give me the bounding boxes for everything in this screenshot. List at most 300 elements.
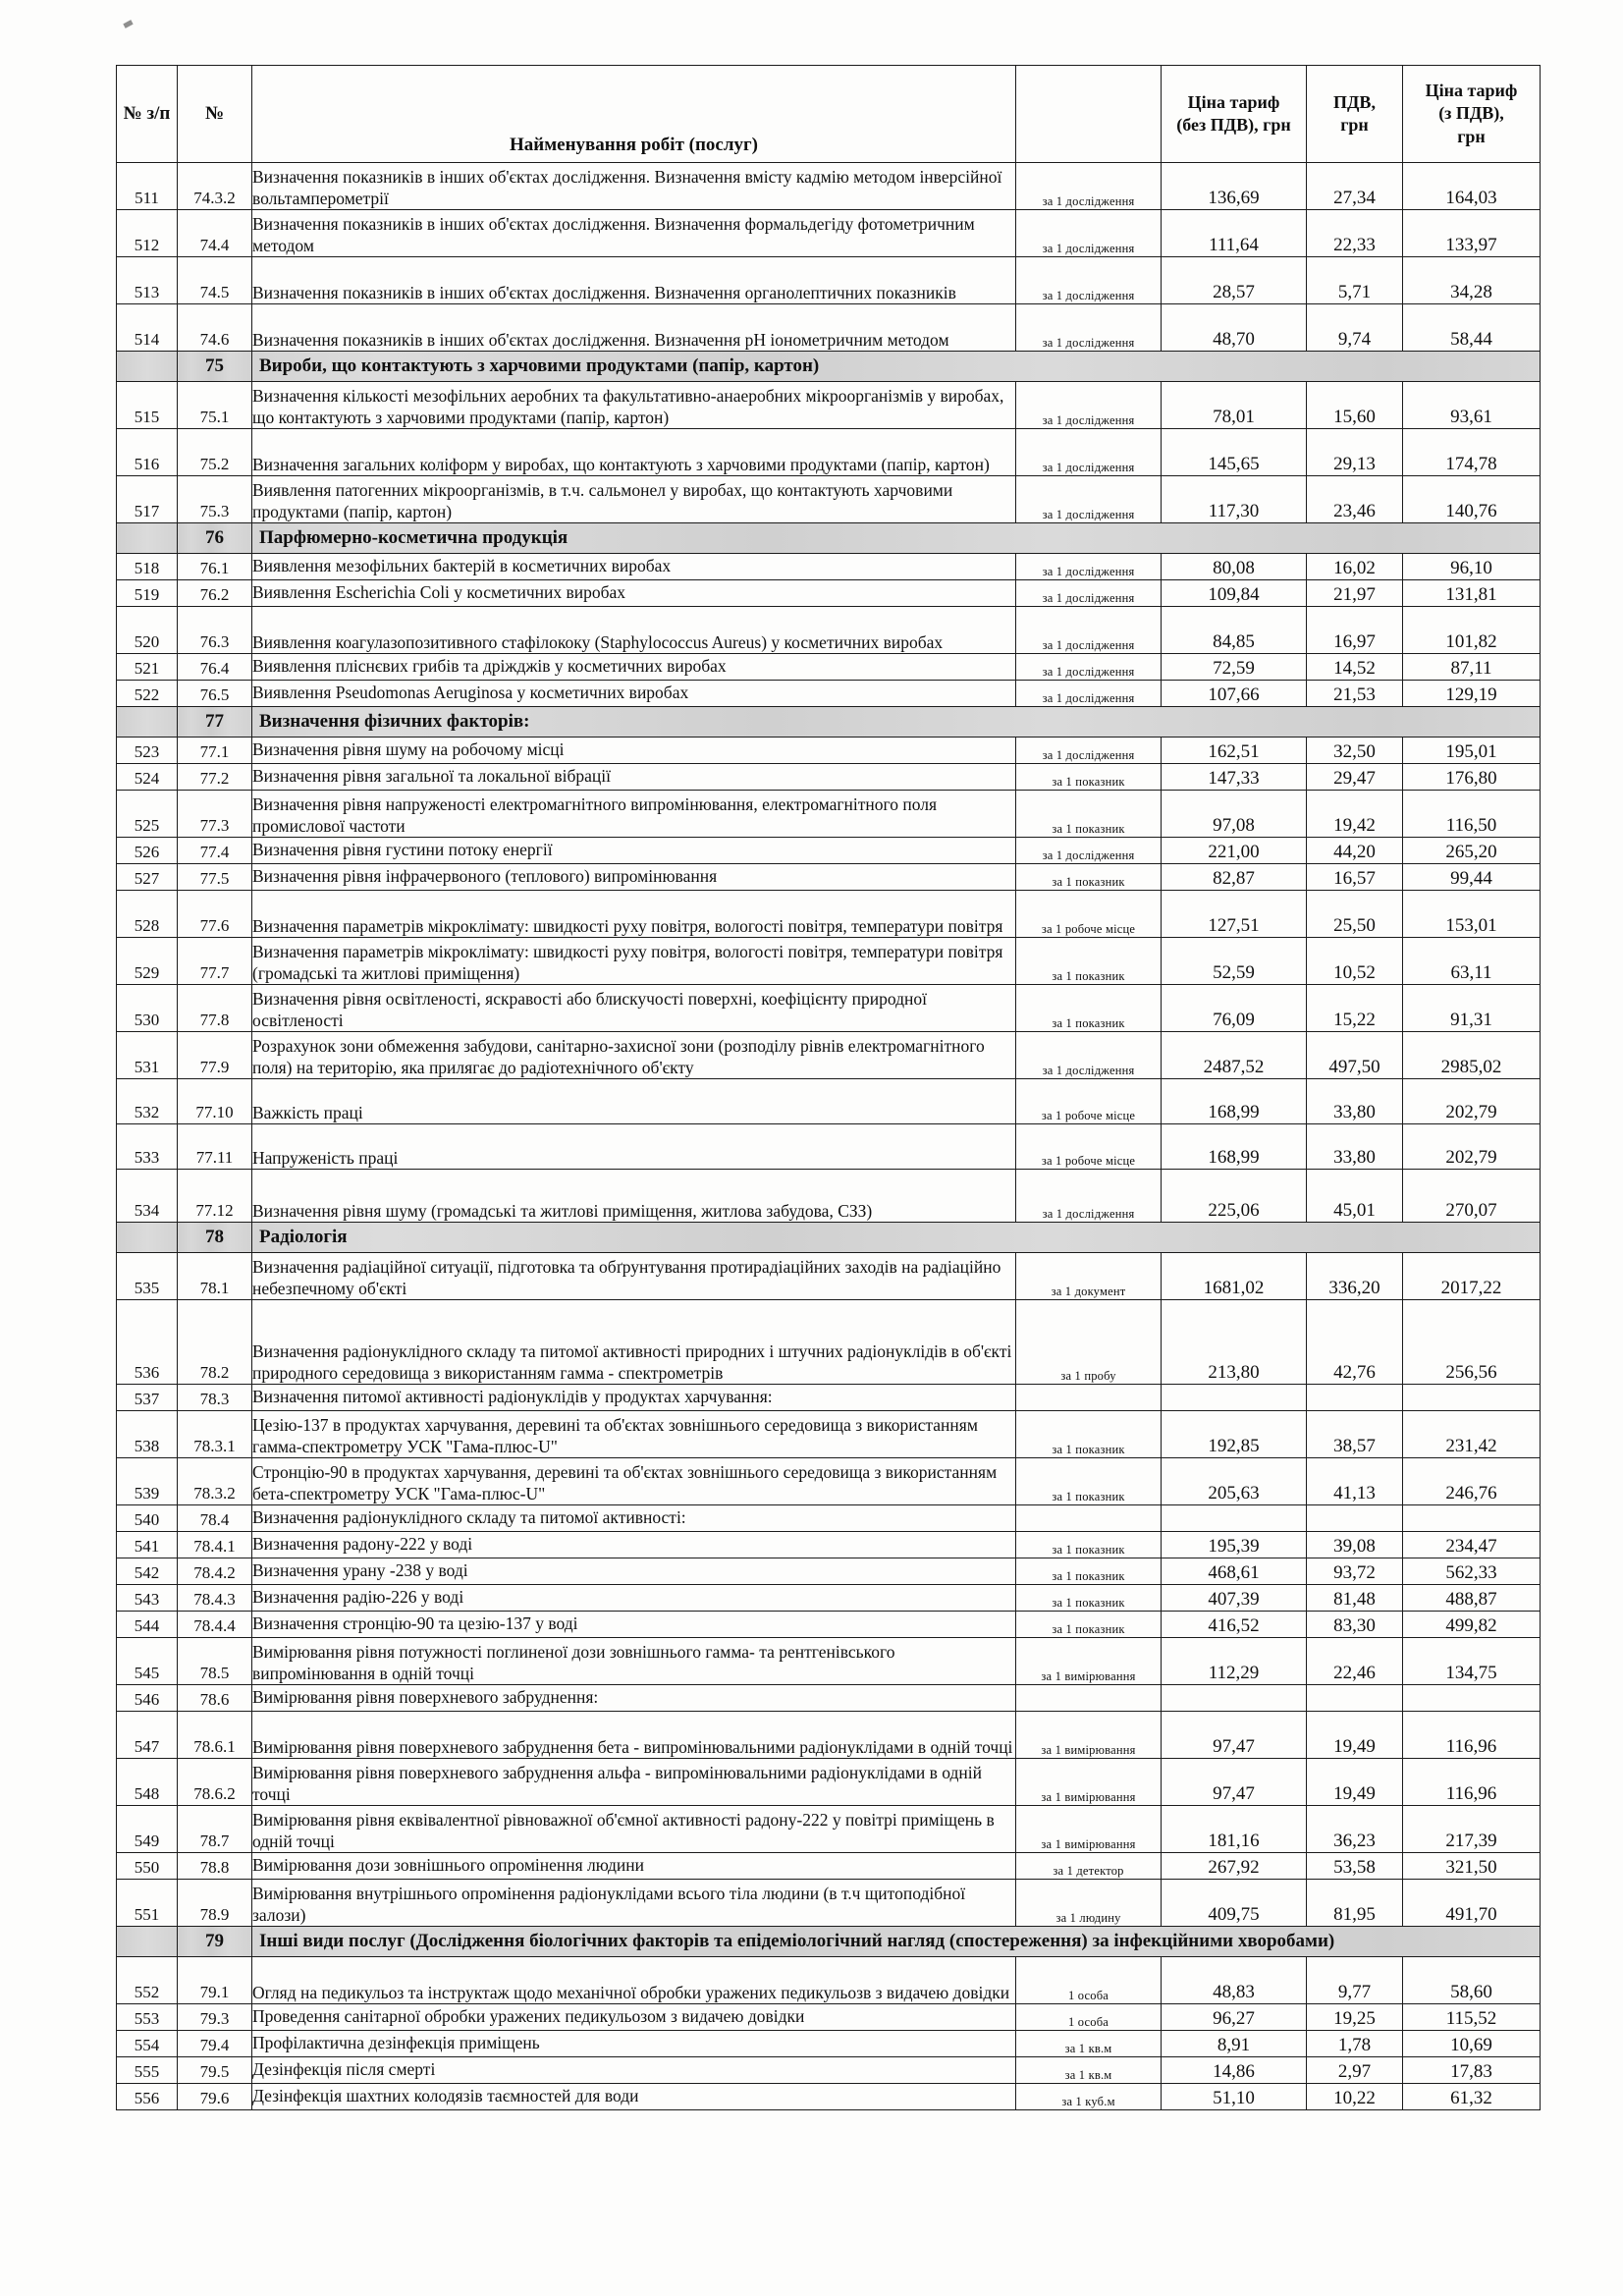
row-code: 76.3 xyxy=(178,607,252,654)
table-row xyxy=(117,1505,1541,1532)
row-seq-number: 524 xyxy=(117,764,178,791)
table-body xyxy=(117,163,1541,2110)
row-vat-amount: 19,42 xyxy=(1307,791,1403,838)
table-row xyxy=(117,1806,1541,1853)
section-blank-cell xyxy=(117,523,178,554)
row-vat-amount: 23,46 xyxy=(1307,476,1403,523)
row-price-incl-vat: 34,28 xyxy=(1403,257,1541,304)
row-seq-number: 534 xyxy=(117,1170,178,1223)
row-seq-number: 512 xyxy=(117,210,178,257)
row-seq-number: 514 xyxy=(117,304,178,352)
row-unit: за 1 пробу xyxy=(1016,1300,1162,1385)
table-row xyxy=(117,1253,1541,1300)
row-seq-number: 548 xyxy=(117,1759,178,1806)
table-row xyxy=(117,1880,1541,1927)
row-price-incl-vat: 63,11 xyxy=(1403,938,1541,985)
table-row xyxy=(117,838,1541,864)
section-code: 78 xyxy=(178,1223,252,1253)
row-vat-amount: 33,80 xyxy=(1307,1079,1403,1124)
row-seq-number: 554 xyxy=(117,2031,178,2057)
table-row xyxy=(117,2057,1541,2084)
row-unit: за 1 дослідження xyxy=(1016,654,1162,681)
row-price-incl-vat: 321,50 xyxy=(1403,1853,1541,1880)
row-price-excl-vat: 192,85 xyxy=(1162,1411,1307,1458)
column-header-price-excl-vat xyxy=(1162,66,1307,163)
table-header xyxy=(117,66,1541,163)
row-seq-number: 531 xyxy=(117,1032,178,1079)
column-header-seq-number: № з/п xyxy=(117,66,178,163)
row-service-name: Визначення питомої активності радіонуклідів у продуктах харчування: xyxy=(252,1385,1016,1411)
row-price-excl-vat: 82,87 xyxy=(1162,864,1307,891)
table-row xyxy=(117,304,1541,352)
row-seq-number: 533 xyxy=(117,1124,178,1170)
table-row xyxy=(117,938,1541,985)
row-code: 78.5 xyxy=(178,1638,252,1685)
row-price-incl-vat: 99,44 xyxy=(1403,864,1541,891)
row-vat-amount: 42,76 xyxy=(1307,1300,1403,1385)
row-unit: за 1 показник xyxy=(1016,1458,1162,1505)
row-unit: за 1 детектор xyxy=(1016,1853,1162,1880)
row-price-excl-vat: 416,52 xyxy=(1162,1612,1307,1638)
row-price-excl-vat: 117,30 xyxy=(1162,476,1307,523)
section-blank-cell xyxy=(117,707,178,738)
vat-header-line2: грн xyxy=(1340,115,1369,135)
row-price-incl-vat: 93,61 xyxy=(1403,382,1541,429)
table-row xyxy=(117,985,1541,1032)
row-code: 78.6.1 xyxy=(178,1712,252,1759)
row-seq-number: 552 xyxy=(117,1957,178,2004)
row-price-excl-vat: 109,84 xyxy=(1162,580,1307,607)
total-header-line3: грн xyxy=(1457,126,1486,146)
row-price-excl-vat: 97,08 xyxy=(1162,791,1307,838)
row-price-incl-vat: 129,19 xyxy=(1403,681,1541,707)
row-price-excl-vat: 162,51 xyxy=(1162,738,1307,764)
row-seq-number: 530 xyxy=(117,985,178,1032)
row-seq-number: 540 xyxy=(117,1505,178,1532)
row-vat-amount: 16,97 xyxy=(1307,607,1403,654)
row-code: 79.3 xyxy=(178,2004,252,2031)
row-vat-amount: 9,77 xyxy=(1307,1957,1403,2004)
row-unit: за 1 куб.м xyxy=(1016,2084,1162,2110)
row-service-name: Визначення радіонуклідного складу та питомої активності: xyxy=(252,1505,1016,1532)
row-unit: за 1 показник xyxy=(1016,1532,1162,1558)
row-code: 76.4 xyxy=(178,654,252,681)
row-unit: за 1 дослідження xyxy=(1016,580,1162,607)
section-header-row xyxy=(117,523,1541,554)
row-vat-amount: 27,34 xyxy=(1307,163,1403,210)
row-code: 77.1 xyxy=(178,738,252,764)
row-price-excl-vat: 168,99 xyxy=(1162,1124,1307,1170)
row-seq-number: 532 xyxy=(117,1079,178,1124)
row-code: 78.1 xyxy=(178,1253,252,1300)
table-row xyxy=(117,1300,1541,1385)
row-price-excl-vat xyxy=(1162,1385,1307,1411)
row-code: 77.7 xyxy=(178,938,252,985)
row-service-name: Визначення параметрів мікроклімату: швидкості руху повітря, вологості повітря, температури повітря xyxy=(252,891,1016,938)
row-vat-amount: 38,57 xyxy=(1307,1411,1403,1458)
row-seq-number: 521 xyxy=(117,654,178,681)
row-price-incl-vat: 2017,22 xyxy=(1403,1253,1541,1300)
row-unit: за 1 дослідження xyxy=(1016,607,1162,654)
row-service-name: Вимірювання рівня еквівалентної рівноважної об'ємної активності радону-222 у повітрі приміщень в одній точці xyxy=(252,1806,1016,1853)
row-vat-amount xyxy=(1307,1685,1403,1712)
row-code: 77.5 xyxy=(178,864,252,891)
row-service-name: Огляд на педикульоз та інструктаж щодо механічної обробки уражених педикульозв з видачею довідки xyxy=(252,1957,1016,2004)
row-service-name: Вимірювання дози зовнішнього опромінення людини xyxy=(252,1853,1016,1880)
row-price-incl-vat: 176,80 xyxy=(1403,764,1541,791)
row-price-excl-vat: 80,08 xyxy=(1162,554,1307,580)
row-service-name: Визначення показників в інших об'єктах дослідження. Визначення формальдегіду фотометричним методом xyxy=(252,210,1016,257)
row-code: 77.8 xyxy=(178,985,252,1032)
row-price-excl-vat xyxy=(1162,1505,1307,1532)
table-row xyxy=(117,2004,1541,2031)
column-header-code: № xyxy=(178,66,252,163)
row-code: 78.6.2 xyxy=(178,1759,252,1806)
row-price-incl-vat: 101,82 xyxy=(1403,607,1541,654)
row-code: 77.10 xyxy=(178,1079,252,1124)
row-service-name: Вимірювання рівня поверхневого забруднення альфа - випромінювальними радіонуклідами в одній точці xyxy=(252,1759,1016,1806)
row-service-name: Визначення показників в інших об'єктах дослідження. Визначення рН іонометричним методом xyxy=(252,304,1016,352)
row-vat-amount: 22,33 xyxy=(1307,210,1403,257)
row-price-incl-vat xyxy=(1403,1505,1541,1532)
scan-artifact-speck xyxy=(123,20,133,28)
row-service-name: Цезію-137 в продуктах харчування, деревині та об'єктах зовнішнього середовища з використанням гамма-спектрометру УСК "Гама-плюс-U" xyxy=(252,1411,1016,1458)
row-seq-number: 541 xyxy=(117,1532,178,1558)
table-row xyxy=(117,1638,1541,1685)
row-seq-number: 526 xyxy=(117,838,178,864)
row-service-name: Дезінфекція після смерті xyxy=(252,2057,1016,2084)
row-code: 79.4 xyxy=(178,2031,252,2057)
row-seq-number: 528 xyxy=(117,891,178,938)
row-seq-number: 538 xyxy=(117,1411,178,1458)
row-seq-number: 549 xyxy=(117,1806,178,1853)
row-service-name: Вимірювання рівня поверхневого забруднення: xyxy=(252,1685,1016,1712)
row-vat-amount: 32,50 xyxy=(1307,738,1403,764)
row-price-excl-vat: 168,99 xyxy=(1162,1079,1307,1124)
row-price-excl-vat: 107,66 xyxy=(1162,681,1307,707)
row-service-name: Виявлення Escherichia Coli у косметичних виробах xyxy=(252,580,1016,607)
table-row xyxy=(117,2084,1541,2110)
row-unit: за 1 дослідження xyxy=(1016,1170,1162,1223)
row-vat-amount: 33,80 xyxy=(1307,1124,1403,1170)
row-unit: за 1 вимірювання xyxy=(1016,1759,1162,1806)
table-row xyxy=(117,891,1541,938)
row-price-excl-vat: 51,10 xyxy=(1162,2084,1307,2110)
row-price-incl-vat: 562,33 xyxy=(1403,1558,1541,1585)
row-price-incl-vat: 116,50 xyxy=(1403,791,1541,838)
row-vat-amount: 15,60 xyxy=(1307,382,1403,429)
row-vat-amount: 10,52 xyxy=(1307,938,1403,985)
row-price-incl-vat: 499,82 xyxy=(1403,1612,1541,1638)
row-unit: за 1 показник xyxy=(1016,1411,1162,1458)
row-service-name: Вимірювання внутрішнього опромінення радіонуклідами всього тіла людини (в т.ч щитоподібної залози) xyxy=(252,1880,1016,1927)
row-seq-number: 545 xyxy=(117,1638,178,1685)
row-vat-amount: 10,22 xyxy=(1307,2084,1403,2110)
table-row xyxy=(117,554,1541,580)
row-service-name: Визначення рівня інфрачервоного (теплового) випромінювання xyxy=(252,864,1016,891)
row-unit: за 1 показник xyxy=(1016,764,1162,791)
table-row xyxy=(117,1612,1541,1638)
row-service-name: Визначення радону-222 у воді xyxy=(252,1532,1016,1558)
row-price-excl-vat: 76,09 xyxy=(1162,985,1307,1032)
row-vat-amount: 29,47 xyxy=(1307,764,1403,791)
row-seq-number: 555 xyxy=(117,2057,178,2084)
row-unit: 1 особа xyxy=(1016,1957,1162,2004)
table-row xyxy=(117,580,1541,607)
row-price-incl-vat: 91,31 xyxy=(1403,985,1541,1032)
row-code: 77.4 xyxy=(178,838,252,864)
row-vat-amount: 9,74 xyxy=(1307,304,1403,352)
row-vat-amount: 2,97 xyxy=(1307,2057,1403,2084)
row-vat-amount: 44,20 xyxy=(1307,838,1403,864)
row-service-name: Стронцію-90 в продуктах харчування, деревині та об'єктах зовнішнього середовища з використанням бета-спектрометру УСК "Гама-плюс-U" xyxy=(252,1458,1016,1505)
row-price-excl-vat xyxy=(1162,1685,1307,1712)
row-price-incl-vat: 246,76 xyxy=(1403,1458,1541,1505)
row-code: 74.6 xyxy=(178,304,252,352)
row-seq-number: 550 xyxy=(117,1853,178,1880)
row-unit: за 1 показник xyxy=(1016,1558,1162,1585)
row-vat-amount: 21,53 xyxy=(1307,681,1403,707)
header-row xyxy=(117,66,1541,163)
table-row xyxy=(117,163,1541,210)
section-header-row xyxy=(117,352,1541,382)
row-code: 78.3 xyxy=(178,1385,252,1411)
table-row xyxy=(117,1458,1541,1505)
table-row xyxy=(117,1585,1541,1612)
row-code: 77.11 xyxy=(178,1124,252,1170)
row-code: 78.8 xyxy=(178,1853,252,1880)
table-row xyxy=(117,429,1541,476)
row-service-name: Визначення радіонуклідного складу та питомої активності природних і штучних радіонуклідів в об'єкті природного середовища з використанням гамма - спектрометрів xyxy=(252,1300,1016,1385)
section-header-row xyxy=(117,1223,1541,1253)
row-price-incl-vat: 217,39 xyxy=(1403,1806,1541,1853)
table-row xyxy=(117,764,1541,791)
row-service-name: Визначення параметрів мікроклімату: швидкості руху повітря, вологості повітря, температури повітря (громадські та житлові приміщення) xyxy=(252,938,1016,985)
row-seq-number: 536 xyxy=(117,1300,178,1385)
tariff-table xyxy=(116,65,1541,2110)
row-unit xyxy=(1016,1685,1162,1712)
row-price-excl-vat: 213,80 xyxy=(1162,1300,1307,1385)
row-service-name: Виявлення патогенних мікроорганізмів, в т.ч. сальмонел у виробах, що контактують харчовими продуктами (папір, картон) xyxy=(252,476,1016,523)
row-unit: за 1 кв.м xyxy=(1016,2057,1162,2084)
row-unit xyxy=(1016,1385,1162,1411)
section-header-row xyxy=(117,707,1541,738)
row-code: 78.9 xyxy=(178,1880,252,1927)
section-code: 79 xyxy=(178,1927,252,1957)
row-unit: за 1 вимірювання xyxy=(1016,1712,1162,1759)
row-code: 78.7 xyxy=(178,1806,252,1853)
row-seq-number: 551 xyxy=(117,1880,178,1927)
row-unit: за 1 дослідження xyxy=(1016,163,1162,210)
row-price-excl-vat: 48,83 xyxy=(1162,1957,1307,2004)
table-row xyxy=(117,1558,1541,1585)
row-vat-amount: 14,52 xyxy=(1307,654,1403,681)
row-service-name: Визначення рівня освітленості, яскравості або блискучості поверхні, коефіцієнту природної освітленості xyxy=(252,985,1016,1032)
row-vat-amount: 5,71 xyxy=(1307,257,1403,304)
row-service-name: Виявлення пліснєвих грибів та дріжджів у косметичних виробах xyxy=(252,654,1016,681)
row-service-name: Визначення показників в інших об'єктах дослідження. Визначення органолептичних показників xyxy=(252,257,1016,304)
row-vat-amount: 29,13 xyxy=(1307,429,1403,476)
row-vat-amount: 336,20 xyxy=(1307,1253,1403,1300)
row-price-incl-vat: 133,97 xyxy=(1403,210,1541,257)
table-row xyxy=(117,791,1541,838)
row-unit: за 1 вимірювання xyxy=(1016,1806,1162,1853)
column-header-service-name: Найменування робіт (послуг) xyxy=(252,66,1016,163)
row-unit: за 1 людину xyxy=(1016,1880,1162,1927)
row-unit: 1 особа xyxy=(1016,2004,1162,2031)
table-row xyxy=(117,1079,1541,1124)
row-unit: за 1 дослідження xyxy=(1016,738,1162,764)
row-price-incl-vat: 10,69 xyxy=(1403,2031,1541,2057)
row-code: 76.1 xyxy=(178,554,252,580)
row-service-name: Визначення рівня шуму (громадські та житлові приміщення, житлова забудова, СЗЗ) xyxy=(252,1170,1016,1223)
row-seq-number: 537 xyxy=(117,1385,178,1411)
row-code: 74.5 xyxy=(178,257,252,304)
row-price-incl-vat: 202,79 xyxy=(1403,1124,1541,1170)
row-price-incl-vat: 87,11 xyxy=(1403,654,1541,681)
table-row xyxy=(117,476,1541,523)
section-blank-cell xyxy=(117,1927,178,1957)
section-code: 76 xyxy=(178,523,252,554)
row-service-name: Дезінфекція шахтних колодязів таємностей для води xyxy=(252,2084,1016,2110)
row-unit: за 1 вимірювання xyxy=(1016,1638,1162,1685)
row-vat-amount: 15,22 xyxy=(1307,985,1403,1032)
row-service-name: Напруженість праці xyxy=(252,1124,1016,1170)
section-code: 75 xyxy=(178,352,252,382)
row-unit: за 1 показник xyxy=(1016,938,1162,985)
row-unit: за 1 дослідження xyxy=(1016,681,1162,707)
row-vat-amount: 16,57 xyxy=(1307,864,1403,891)
row-price-excl-vat: 72,59 xyxy=(1162,654,1307,681)
row-price-incl-vat: 231,42 xyxy=(1403,1411,1541,1458)
row-unit: за 1 робоче місце xyxy=(1016,1079,1162,1124)
table-row xyxy=(117,1685,1541,1712)
price-header-line2: (без ПДВ), грн xyxy=(1176,115,1291,135)
row-price-incl-vat: 140,76 xyxy=(1403,476,1541,523)
row-price-excl-vat: 468,61 xyxy=(1162,1558,1307,1585)
row-price-incl-vat: 131,81 xyxy=(1403,580,1541,607)
table-row xyxy=(117,382,1541,429)
row-price-incl-vat xyxy=(1403,1385,1541,1411)
row-price-incl-vat: 256,56 xyxy=(1403,1300,1541,1385)
section-header-row xyxy=(117,1927,1541,1957)
table-row xyxy=(117,1957,1541,2004)
row-unit: за 1 робоче місце xyxy=(1016,891,1162,938)
row-unit: за 1 дослідження xyxy=(1016,257,1162,304)
row-service-name: Визначення урану -238 у воді xyxy=(252,1558,1016,1585)
row-vat-amount: 36,23 xyxy=(1307,1806,1403,1853)
row-unit: за 1 дослідження xyxy=(1016,429,1162,476)
row-vat-amount: 93,72 xyxy=(1307,1558,1403,1585)
row-service-name: Профілактична дезінфекція приміщень xyxy=(252,2031,1016,2057)
row-price-excl-vat: 97,47 xyxy=(1162,1759,1307,1806)
row-price-excl-vat: 78,01 xyxy=(1162,382,1307,429)
row-service-name: Визначення показників в інших об'єктах дослідження. Визначення вмісту кадмію методом інверсійної вольтамперометрії xyxy=(252,163,1016,210)
row-unit: за 1 показник xyxy=(1016,791,1162,838)
row-service-name: Виявлення Pseudomonas Aeruginosa у косметичних виробах xyxy=(252,681,1016,707)
row-seq-number: 525 xyxy=(117,791,178,838)
section-code: 77 xyxy=(178,707,252,738)
row-unit: за 1 робоче місце xyxy=(1016,1124,1162,1170)
section-title: Вироби, що контактують з харчовими продуктами (папір, картон) xyxy=(252,352,1541,382)
row-service-name: Визначення рівня густини потоку енергії xyxy=(252,838,1016,864)
row-unit: за 1 дослідження xyxy=(1016,1032,1162,1079)
row-price-incl-vat: 61,32 xyxy=(1403,2084,1541,2110)
row-unit: за 1 показник xyxy=(1016,1585,1162,1612)
row-service-name: Виявлення коагулазопозитивного стафілококу (Staphylococcus Aureus) у косметичних виробах xyxy=(252,607,1016,654)
row-vat-amount: 22,46 xyxy=(1307,1638,1403,1685)
row-vat-amount: 81,48 xyxy=(1307,1585,1403,1612)
row-price-incl-vat: 58,60 xyxy=(1403,1957,1541,2004)
row-service-name: Вимірювання рівня поверхневого забруднення бета - випромінювальними радіонуклідами в одній точці xyxy=(252,1712,1016,1759)
row-price-incl-vat: 202,79 xyxy=(1403,1079,1541,1124)
row-unit: за 1 дослідження xyxy=(1016,382,1162,429)
row-unit: за 1 документ xyxy=(1016,1253,1162,1300)
table-row xyxy=(117,1170,1541,1223)
price-header-line1: Ціна тариф xyxy=(1187,91,1280,112)
row-vat-amount: 19,49 xyxy=(1307,1712,1403,1759)
table-row xyxy=(117,1032,1541,1079)
table-row xyxy=(117,1712,1541,1759)
row-price-incl-vat: 116,96 xyxy=(1403,1759,1541,1806)
row-vat-amount: 497,50 xyxy=(1307,1032,1403,1079)
row-code: 74.4 xyxy=(178,210,252,257)
row-vat-amount: 21,97 xyxy=(1307,580,1403,607)
row-seq-number: 543 xyxy=(117,1585,178,1612)
table-row xyxy=(117,257,1541,304)
row-price-excl-vat: 147,33 xyxy=(1162,764,1307,791)
section-blank-cell xyxy=(117,1223,178,1253)
row-price-incl-vat: 270,07 xyxy=(1403,1170,1541,1223)
row-seq-number: 511 xyxy=(117,163,178,210)
row-price-incl-vat: 96,10 xyxy=(1403,554,1541,580)
table-row xyxy=(117,1124,1541,1170)
section-title: Інші види послуг (Дослідження біологічних факторів та епідеміологічний нагляд (спостереження) за інфекційними хворобами) xyxy=(252,1927,1541,1957)
row-code: 76.2 xyxy=(178,580,252,607)
row-unit: за 1 кв.м xyxy=(1016,2031,1162,2057)
table-row xyxy=(117,607,1541,654)
row-seq-number: 553 xyxy=(117,2004,178,2031)
row-price-incl-vat xyxy=(1403,1685,1541,1712)
row-price-excl-vat: 145,65 xyxy=(1162,429,1307,476)
table-row xyxy=(117,654,1541,681)
row-code: 78.4.2 xyxy=(178,1558,252,1585)
row-price-excl-vat: 48,70 xyxy=(1162,304,1307,352)
table-row xyxy=(117,1385,1541,1411)
row-code: 76.5 xyxy=(178,681,252,707)
row-price-incl-vat: 134,75 xyxy=(1403,1638,1541,1685)
table-row xyxy=(117,1411,1541,1458)
row-seq-number: 529 xyxy=(117,938,178,985)
row-vat-amount: 19,25 xyxy=(1307,2004,1403,2031)
row-price-excl-vat: 136,69 xyxy=(1162,163,1307,210)
row-vat-amount: 53,58 xyxy=(1307,1853,1403,1880)
row-price-excl-vat: 111,64 xyxy=(1162,210,1307,257)
row-code: 74.3.2 xyxy=(178,163,252,210)
row-service-name: Виявлення мезофільних бактерій в косметичних виробах xyxy=(252,554,1016,580)
column-header-price-incl-vat xyxy=(1403,66,1541,163)
column-header-unit xyxy=(1016,66,1162,163)
row-code: 77.2 xyxy=(178,764,252,791)
row-service-name: Визначення рівня напруженості електромагнітного випромінювання, електромагнітного поля промислової частоти xyxy=(252,791,1016,838)
section-title: Визначення фізичних факторів: xyxy=(252,707,1541,738)
row-price-excl-vat: 52,59 xyxy=(1162,938,1307,985)
row-price-incl-vat: 153,01 xyxy=(1403,891,1541,938)
row-seq-number: 522 xyxy=(117,681,178,707)
row-seq-number: 513 xyxy=(117,257,178,304)
row-seq-number: 542 xyxy=(117,1558,178,1585)
row-code: 78.4.1 xyxy=(178,1532,252,1558)
